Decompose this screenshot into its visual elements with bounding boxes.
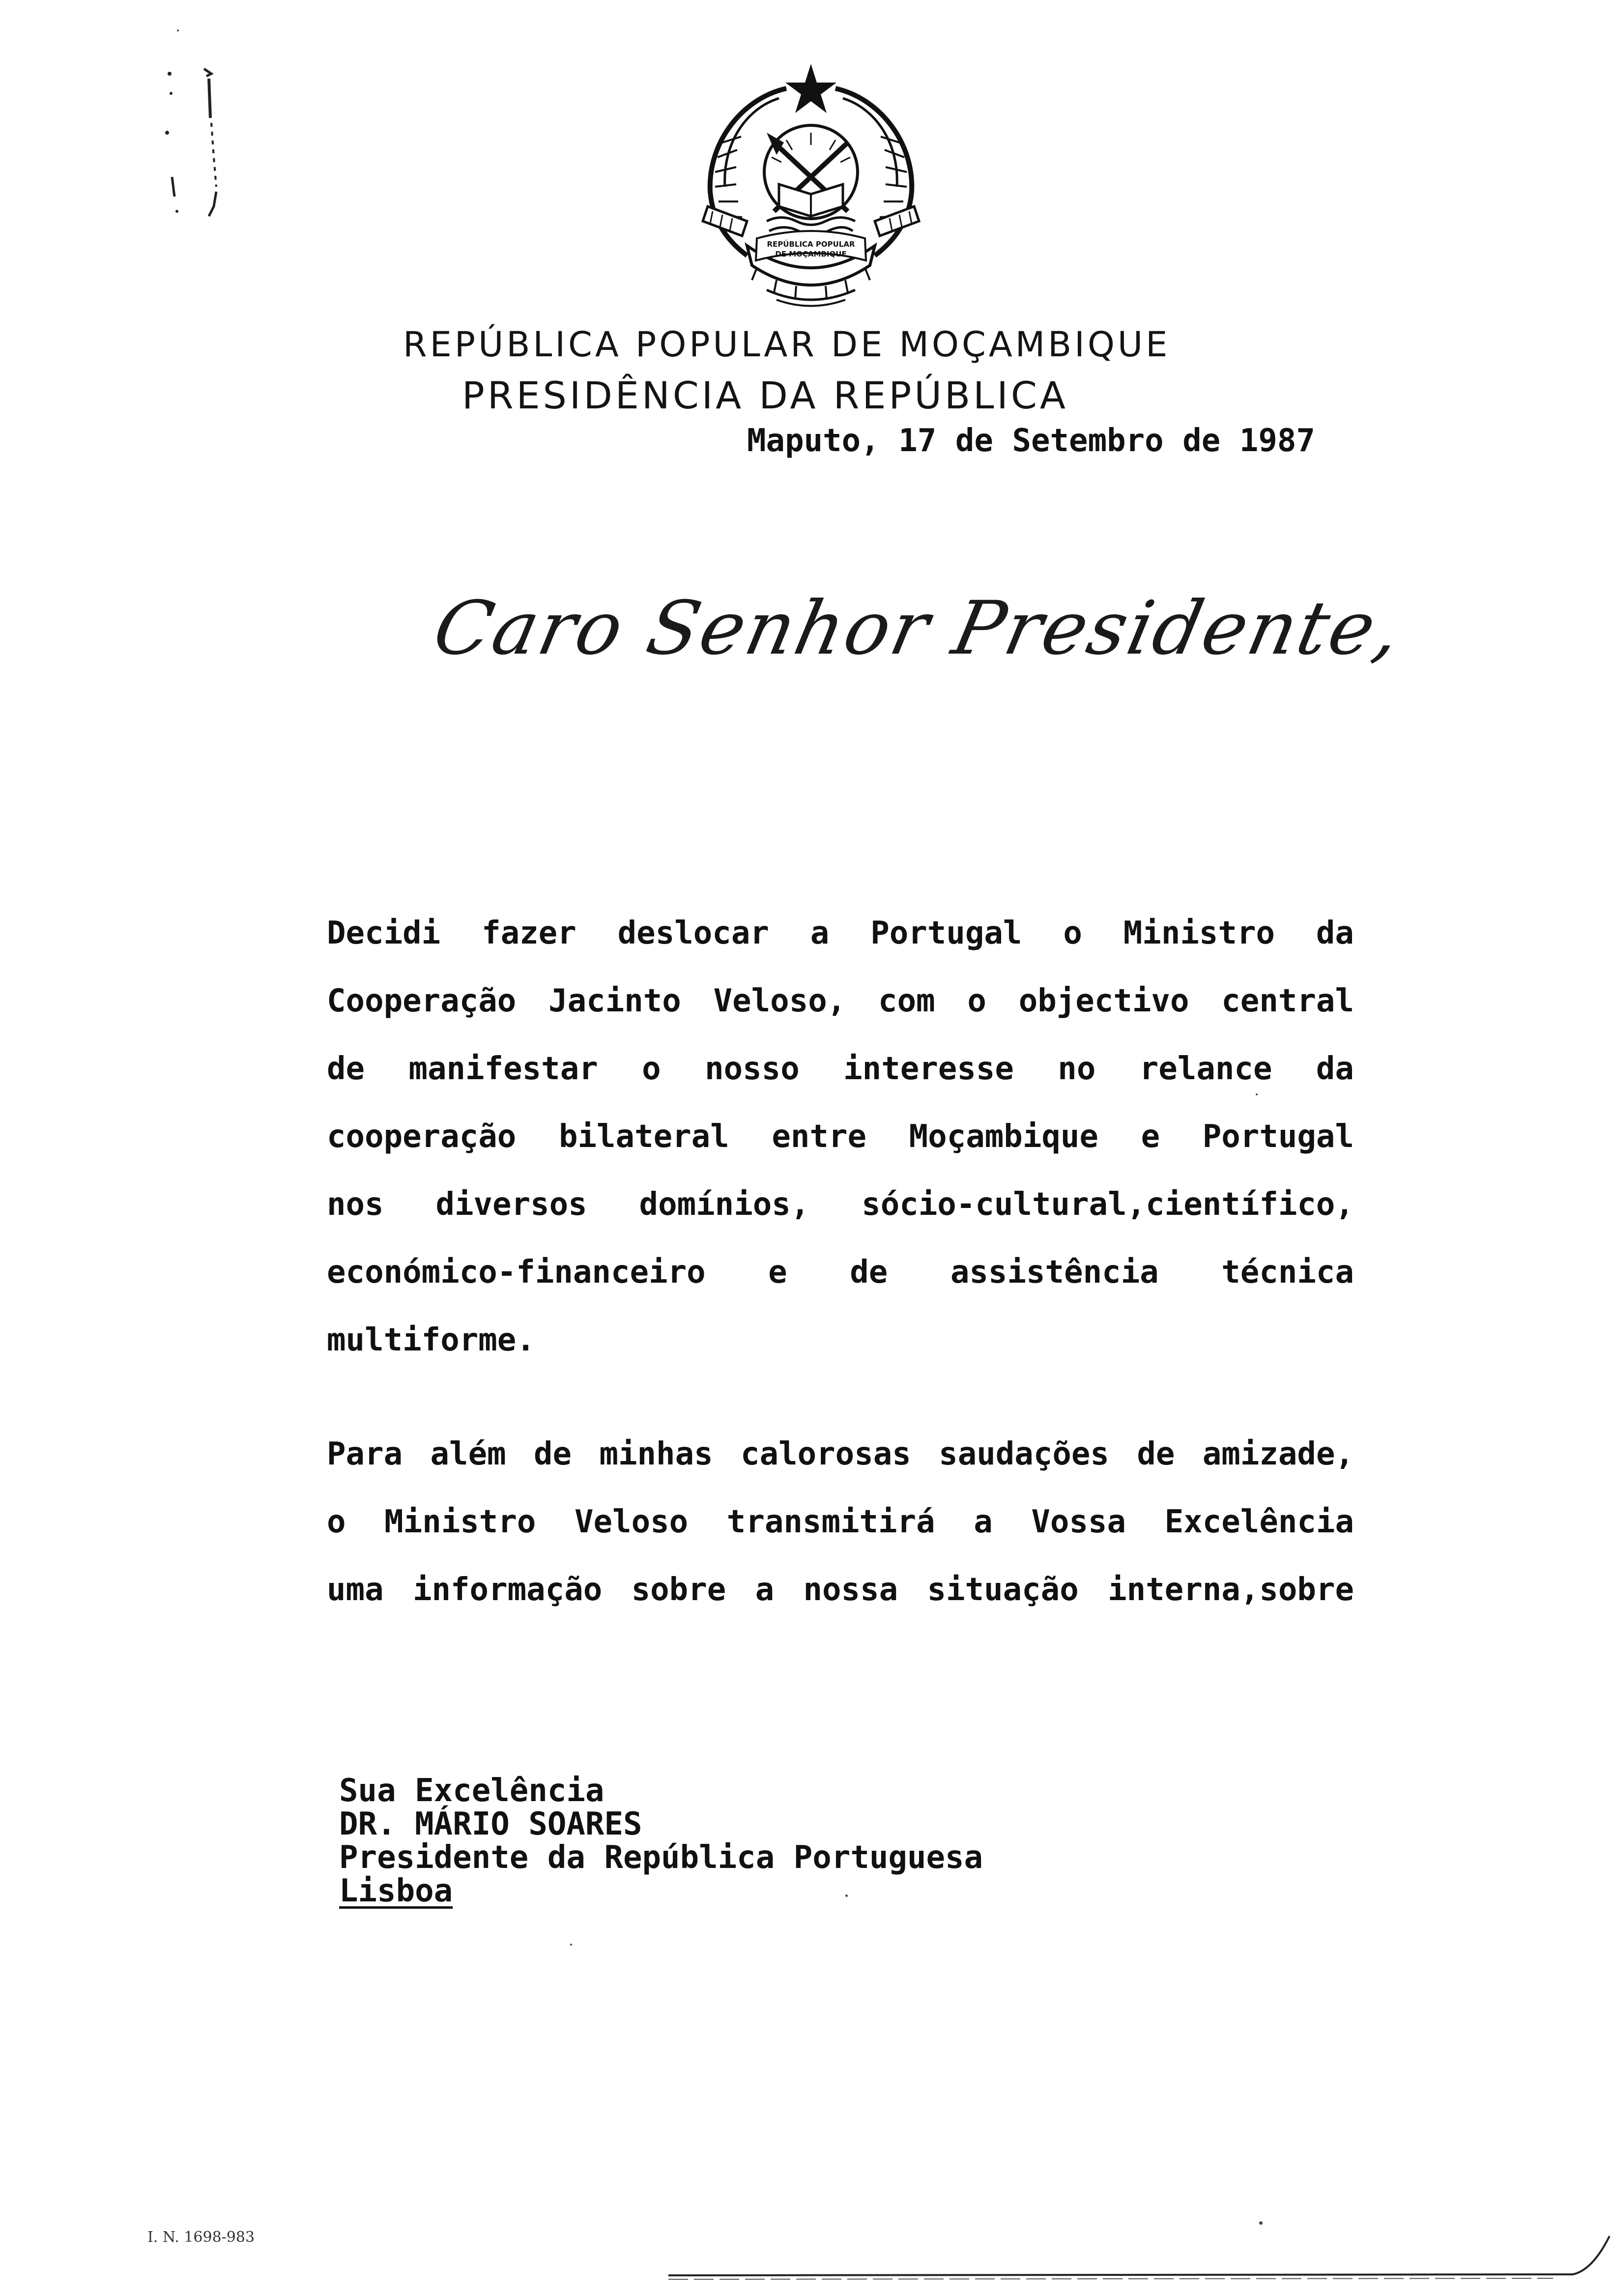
word: central (1221, 983, 1354, 1019)
word: o (327, 1504, 346, 1540)
word: sócio-cultural,científico, (862, 1186, 1354, 1223)
word: Para (327, 1436, 403, 1472)
emblem-text-line1: REPÚBLICA POPULAR (767, 240, 855, 249)
word: Moçambique (909, 1119, 1098, 1155)
word: no (1058, 1051, 1096, 1087)
word: Cooperação (327, 983, 517, 1019)
word: e (768, 1254, 787, 1291)
word: económico-financeiro (327, 1254, 706, 1291)
word: objectivo (1018, 983, 1189, 1019)
body-paragraph-1 (327, 899, 1354, 1374)
word: interna,sobre (1108, 1572, 1354, 1608)
word: deslocar (617, 915, 769, 951)
word: Ministro (1123, 915, 1275, 951)
address-line-1: Sua Excelência (339, 1773, 604, 1809)
text-line (327, 1306, 1354, 1374)
bottom-pen-stroke (668, 2202, 1612, 2290)
text-line (327, 1556, 1354, 1624)
word: a (974, 1504, 993, 1540)
word: e (1141, 1119, 1160, 1155)
word: Veloso, (713, 983, 846, 1019)
text-line (327, 1420, 1354, 1488)
word: assistência (950, 1254, 1159, 1291)
letterhead-country: REPÚBLICA POPULAR DE MOÇAMBIQUE (403, 324, 1171, 365)
word: fazer (482, 915, 576, 951)
letterhead-office: PRESIDÊNCIA DA REPÚBLICA (462, 373, 1068, 417)
word: de (327, 1051, 365, 1087)
address-line-3: Presidente da República Portuguesa (339, 1839, 983, 1876)
word: sobre (631, 1572, 726, 1608)
mozambique-coat-of-arms-icon (683, 59, 939, 315)
dateline: Maputo, 17 de Setembro de 1987 (747, 423, 1315, 459)
text-line (327, 1171, 1354, 1238)
word: calorosas (741, 1436, 911, 1472)
word: o (1063, 915, 1082, 951)
word: a (810, 915, 830, 951)
word: saudações (939, 1436, 1109, 1472)
word: situação (927, 1572, 1079, 1608)
salutation-text: Caro Senhor Presidente, (426, 585, 1410, 671)
word: Excelência (1164, 1504, 1354, 1540)
emblem-text-line2: DE MOÇAMBIQUE (775, 250, 847, 258)
word: nos (327, 1186, 384, 1223)
word: Ministro (384, 1504, 536, 1540)
word: interesse (843, 1051, 1014, 1087)
text-line (327, 1103, 1354, 1171)
text-line (327, 1488, 1354, 1556)
body-paragraph-2 (327, 1420, 1354, 1624)
word: Veloso (575, 1504, 689, 1540)
address-line-2: DR. MÁRIO SOARES (339, 1806, 642, 1842)
word: de (850, 1254, 888, 1291)
word: da (1316, 1051, 1354, 1087)
word: Portugal (1202, 1119, 1354, 1155)
word: Decidi (327, 915, 441, 951)
handwritten-salutation (426, 550, 1410, 698)
word: bilateral (558, 1119, 729, 1155)
speck (177, 29, 179, 31)
word: transmitirá (726, 1504, 935, 1540)
word: relance (1139, 1051, 1272, 1087)
word: o (967, 983, 986, 1019)
word: amizade, (1202, 1436, 1354, 1472)
margin-marks (157, 59, 256, 226)
word: multiforme. (327, 1322, 535, 1358)
word: diversos (435, 1186, 587, 1223)
word: Jacinto (548, 983, 681, 1019)
word: manifestar (408, 1051, 598, 1087)
word: cooperação (327, 1119, 517, 1155)
word: de (1137, 1436, 1175, 1472)
text-line (327, 1238, 1354, 1306)
word: uma (327, 1572, 384, 1608)
text-line (327, 899, 1354, 967)
address-line-4: Lisboa (339, 1873, 453, 1909)
speck (570, 1944, 572, 1946)
word: além (430, 1436, 506, 1472)
word: Vossa (1031, 1504, 1126, 1540)
footer-reference: I. N. 1698-983 (147, 2229, 255, 2246)
word: o (642, 1051, 661, 1087)
word: a (755, 1572, 775, 1608)
text-line (327, 967, 1354, 1035)
text-line (327, 1035, 1354, 1103)
word: de (534, 1436, 572, 1472)
word: da (1316, 915, 1354, 951)
speck (1256, 1093, 1258, 1095)
speck (845, 1894, 848, 1897)
word: técnica (1221, 1254, 1354, 1291)
word: minhas (599, 1436, 713, 1472)
word: nossa (803, 1572, 898, 1608)
speck (1259, 2221, 1263, 2225)
word: domínios, (639, 1186, 810, 1223)
word: informação (412, 1572, 603, 1608)
word: nosso (705, 1051, 800, 1087)
word: com (878, 983, 935, 1019)
word: entre (772, 1119, 866, 1155)
word: Portugal (870, 915, 1022, 951)
recipient-address (339, 1774, 983, 1908)
